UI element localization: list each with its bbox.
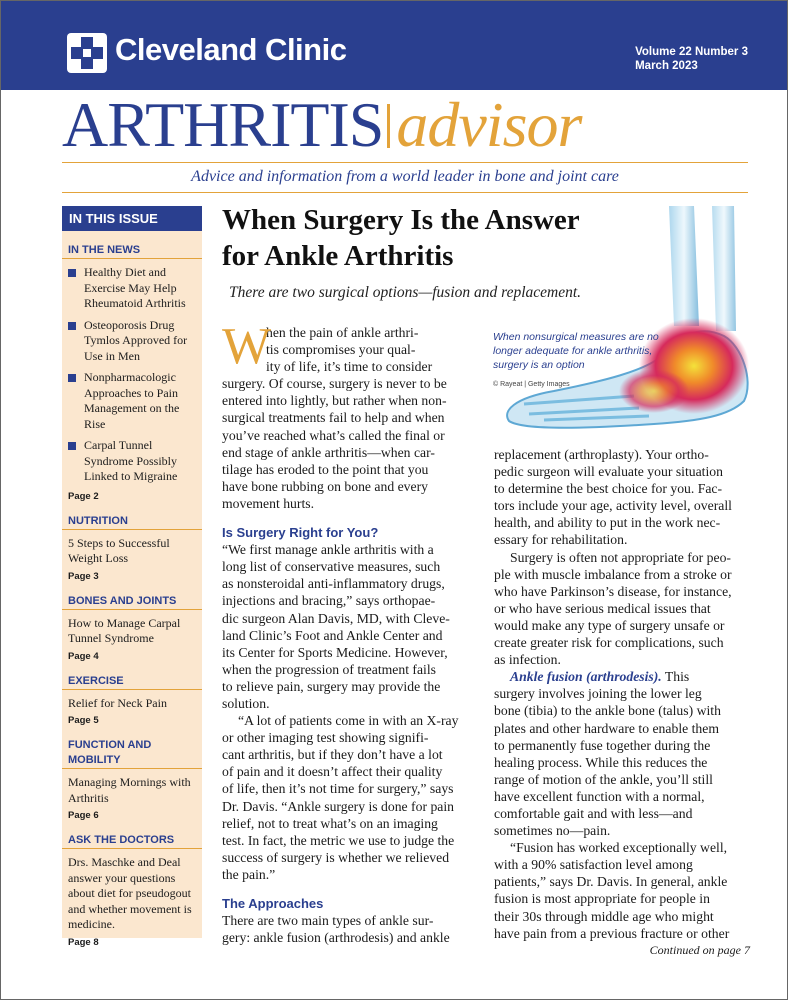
- page-reference: Page 4: [68, 650, 99, 662]
- bullet-square-icon: [68, 269, 76, 277]
- sidebar-section-heading: IN THE NEWS: [62, 243, 202, 259]
- masthead-divider: [387, 104, 390, 148]
- masthead-main: ARTHRITIS: [62, 89, 384, 160]
- article-column-1: W hen the pain of ankle arthri- tis compromises your qual- ity of life, it’s time to consider surgery. Of course, surgery is never to be entered into lightly, but rather when non- surgical treatments fail to help and when you’ve reached what’s called the final or end stage of ankle arthritis—when car- tilage has eroded to the point that you have bone rubbing on bone and every movement hurts. Is Surgery Right for You? “We first manage ankle arthritis with a long list of conservative measures, such as nonsteroidal anti-inflammatory drugs, injections and bracing,” says orthopae- dic surgeon Alan Davis, MD, with Cleve- land Clinic’s Foot and Ankle Center and its Center for Sports Medicine. However, when the progression of treatment fails to relieve pain, surgery may provide the solution. “A lot of patients come in with an X-ray or other imaging test showing signifi- cant arthritis, but if they don’t have a lot of pain and it doesn’t affect their quality of life, then it’s not time for surgery,” says Dr. Davis. “Ankle surgery is done for pain relief, not to treat what’s on an imaging test. In fact, the metric we use to judge the success of surgery is whether we relieved the pain.” The Approaches There are two main types of ankle sur- gery: ankle fusion (arthrodesis) and ankle: [222, 324, 482, 946]
- list-item[interactable]: Nonpharmacologic Approaches to Pain Management on the Rise: [68, 370, 198, 432]
- masthead-rule-top: [62, 162, 748, 163]
- fusion-paragraph-lead: Ankle fusion (arthrodesis). This: [510, 669, 690, 685]
- article-column-2: replacement (arthroplasty). Your ortho- pedic surgeon will evaluate your situation to determine the best choice for you. Fac- tors include your age, activity level, overall health, and ability to put in the work nec- essary for rehabilitation. Surgery is often not appropriate for peo- ple with muscle imbalance from a stroke or who have Parkinson’s disease, for instance, or who have serious medical issues that would make any type of surgery unsafe or create greater risk for complications, such as infection. Ankle fusion (arthrodesis). This surgery involves joining the lower leg bone (tibia) to the ankle bone (talus) with plates and other hardware to enable them to permanently fuse together during the healing process. While this reduces the range of motion of the ankle, you’ll still have excellent function with a normal, comfortable gait and with less—and sometimes no—pain. “Fusion has worked exceptionally well, with a 90% satisfaction level among patients,” says Dr. Davis. In general, ankle fusion is most appropriate for people in their 30s through middle age who might have pain from a previous fracture or other Continued on page 7: [494, 446, 750, 959]
- masthead: [62, 88, 581, 158]
- cleveland-clinic-logo-icon: [67, 33, 107, 73]
- brand-name: Cleveland Clinic: [115, 32, 347, 67]
- subhead-is-surgery-right: Is Surgery Right for You?: [222, 525, 379, 541]
- page-reference: Page 2: [68, 490, 99, 502]
- masthead-rule-bottom: [62, 192, 748, 193]
- ankle-xray-illustration: [484, 206, 754, 446]
- sidebar-section-heading: NUTRITION: [62, 514, 202, 530]
- sidebar-item-text[interactable]: Managing Mornings with Arthritis: [68, 775, 191, 805]
- header-bar: [0, 0, 788, 90]
- sidebar-item-text[interactable]: 5 Steps to Successful Weight Loss: [68, 535, 170, 565]
- volume-number: Volume 22 Number 3: [635, 46, 748, 58]
- sidebar-section-heading: EXERCISE: [62, 674, 202, 690]
- article-title: When Surgery Is the Answer for Ankle Arthritis: [222, 204, 580, 272]
- news-list: [62, 265, 202, 485]
- tagline: Advice and information from a world leader in bone and joint care: [191, 168, 619, 185]
- image-credit: © Rayeat | Getty Images: [493, 381, 570, 388]
- in-this-issue-sidebar: [62, 206, 202, 948]
- issue-date: March 2023: [635, 60, 698, 72]
- sidebar-title: IN THIS ISSUE: [62, 206, 202, 231]
- sidebar-item-text[interactable]: How to Manage Carpal Tunnel Syndrome: [68, 615, 181, 645]
- sidebar-section-heading: FUNCTION AND MOBILITY: [62, 738, 202, 769]
- issue-info: [635, 45, 748, 73]
- sidebar-item-text[interactable]: Drs. Maschke and Deal answer your questions about diet for pseudogout and whether movement is medicine.: [68, 855, 192, 931]
- masthead-accent: advisor: [396, 89, 582, 160]
- bullet-square-icon: [68, 442, 76, 450]
- subhead-the-approaches: The Approaches: [222, 896, 324, 911]
- page-reference: Page 8: [68, 936, 99, 948]
- article-deck: There are two surgical options—fusion and replacement.: [229, 284, 582, 301]
- page-reference: Page 5: [68, 715, 99, 726]
- page-reference: Page 3: [68, 570, 99, 582]
- list-item[interactable]: Carpal Tunnel Syndrome Possibly Linked to Migraine: [68, 438, 198, 485]
- list-item[interactable]: Osteoporosis Drug Tymlos Approved for Use in Men: [68, 318, 198, 365]
- sidebar-section-heading: BONES AND JOINTS: [62, 594, 202, 610]
- continued-link[interactable]: Continued on page 7: [649, 942, 750, 957]
- bullet-square-icon: [68, 322, 76, 330]
- page-reference: Page 6: [68, 810, 99, 821]
- sidebar-item-text[interactable]: Relief for Neck Pain: [68, 695, 167, 710]
- list-item[interactable]: Healthy Diet and Exercise May Help Rheumatoid Arthritis: [68, 265, 198, 312]
- bullet-square-icon: [68, 374, 76, 382]
- sidebar-section-heading: ASK THE DOCTORS: [62, 833, 202, 849]
- image-caption: When nonsurgical measures are no longer adequate for ankle arthritis, surgery is an option: [493, 331, 659, 371]
- drop-cap: W: [222, 318, 272, 375]
